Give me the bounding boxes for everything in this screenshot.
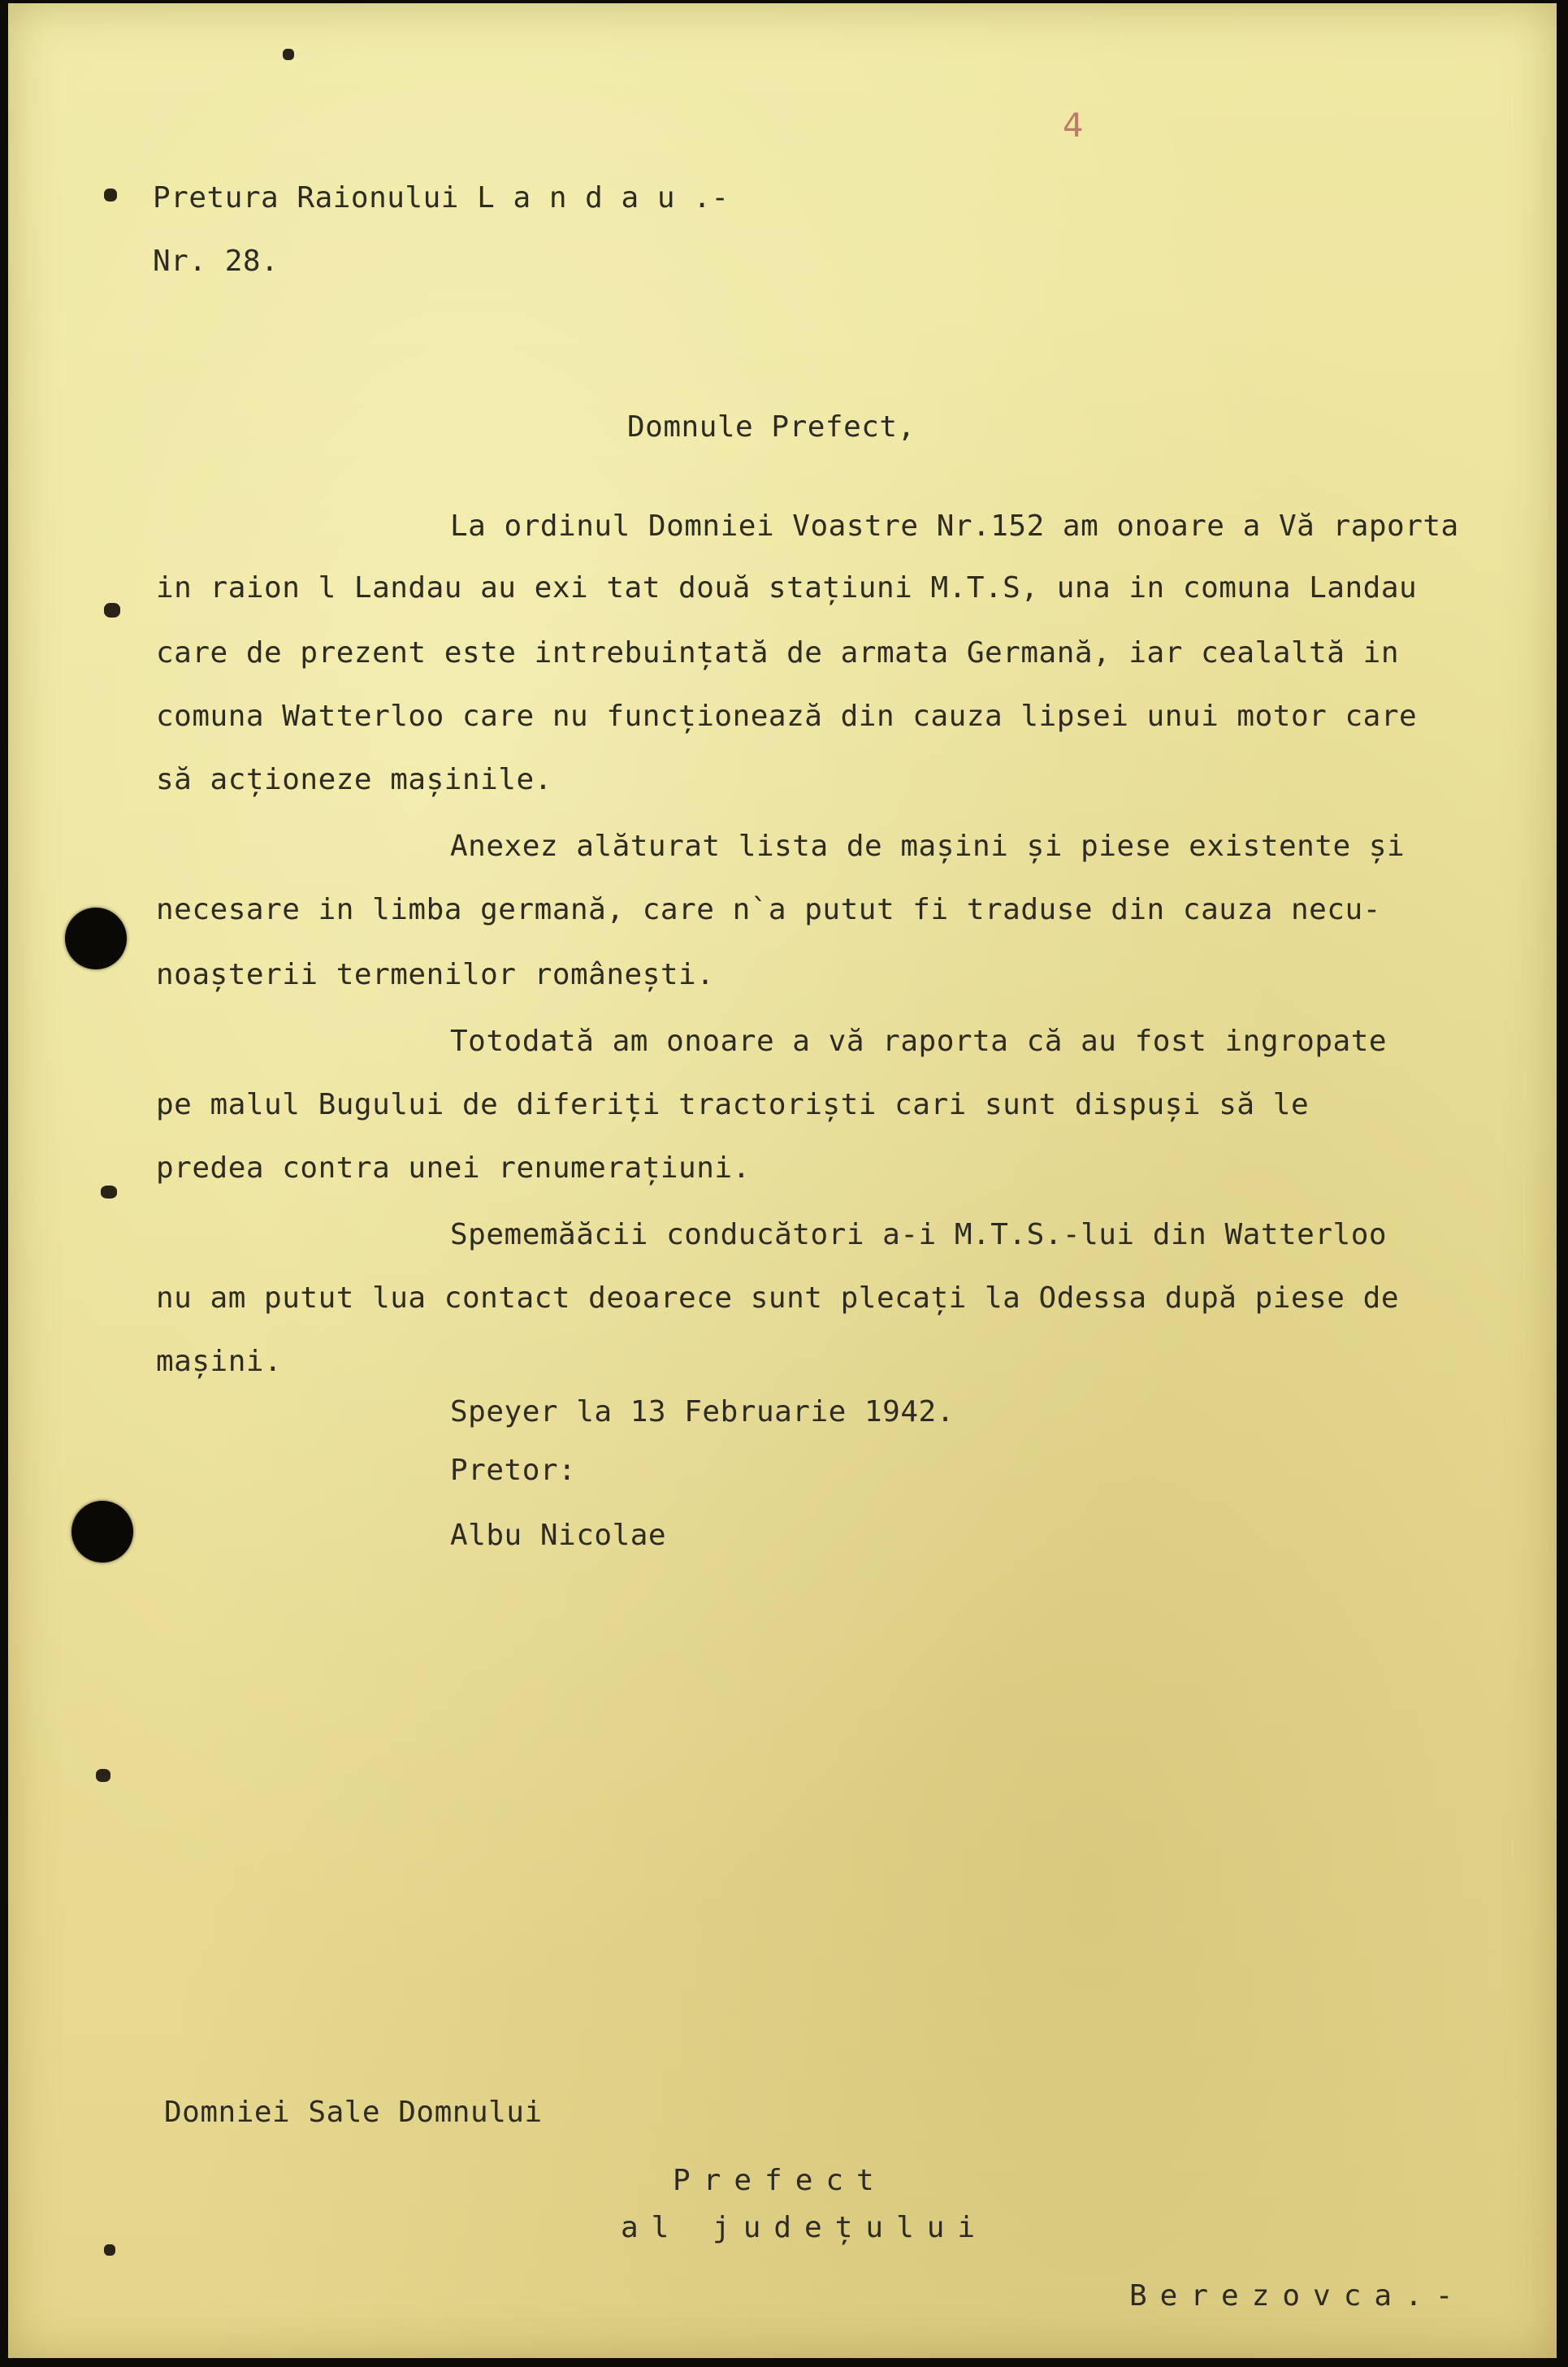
body-line: Anexez alăturat lista de mașini și piese existente și bbox=[450, 830, 1406, 863]
addressee-line-3: al județului bbox=[621, 2211, 989, 2244]
body-line: pe malul Bugului de diferiți tractoriști cari sunt dispuși să le bbox=[156, 1088, 1310, 1121]
margin-speck bbox=[101, 1186, 117, 1199]
body-line: nu am putut lua contact deoarece sunt plecați la Odessa după piese de bbox=[156, 1281, 1399, 1315]
body-line: predea contra unei renumerațiuni. bbox=[156, 1151, 751, 1185]
body-line: Totodată am onoare a vă raporta că au fost ingropate bbox=[450, 1025, 1388, 1058]
margin-speck bbox=[104, 189, 117, 202]
punch-hole-top bbox=[65, 908, 127, 969]
document-page bbox=[8, 3, 1557, 2358]
body-line: noașterii termenilor românești. bbox=[156, 958, 715, 991]
margin-speck bbox=[96, 1769, 110, 1782]
body-line: necesare in limba germană, care n`a putut fi traduse din cauza necu- bbox=[156, 893, 1381, 926]
document-number: Nr. 28. bbox=[153, 245, 279, 278]
addressee-line-4: Berezovca.- bbox=[1129, 2279, 1466, 2313]
body-line: să acționeze mașinile. bbox=[156, 763, 552, 796]
body-line: comuna Watterloo care nu funcționează din cauza lipsei unui motor care bbox=[156, 700, 1418, 733]
office-heading: Pretura Raionului L a n d a u .- bbox=[153, 181, 730, 215]
signatory-name: Albu Nicolae bbox=[450, 1519, 667, 1552]
margin-speck bbox=[283, 49, 294, 60]
body-line: care de prezent este intrebuințată de armata Germană, iar cealaltă in bbox=[156, 636, 1399, 670]
margin-speck bbox=[104, 603, 120, 618]
margin-speck bbox=[104, 2244, 115, 2256]
punch-hole-bottom bbox=[71, 1501, 133, 1563]
body-line: in raion l Landau au exi tat două stațiuni M.T.S, una in comuna Landau bbox=[156, 571, 1418, 605]
addressee-line-1: Domniei Sale Domnului bbox=[164, 2096, 543, 2129]
margin-number-mark: 4 bbox=[1063, 107, 1084, 145]
body-line: La ordinul Domniei Voastre Nr.152 am onoare a Vă raporta bbox=[450, 509, 1459, 543]
addressee-line-2: Prefect bbox=[673, 2164, 887, 2197]
body-line: mașini. bbox=[156, 1345, 283, 1378]
place-date: Speyer la 13 Februarie 1942. bbox=[450, 1395, 955, 1428]
signatory-title: Pretor: bbox=[450, 1454, 577, 1487]
body-line: Spememăăcii conducători a-i M.T.S.-lui din Watterloo bbox=[450, 1218, 1388, 1251]
salutation: Domnule Prefect, bbox=[627, 410, 916, 444]
